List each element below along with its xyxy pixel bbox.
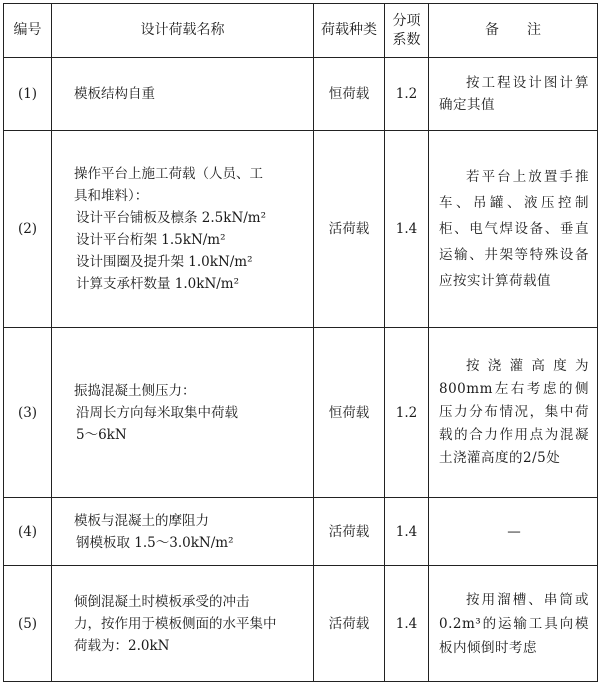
partial-coefficient: 1.2 [385,328,429,498]
load-name-line: 计算支承杆数量 1.0kN/m² [76,276,240,292]
load-name [52,131,314,328]
table-row [4,566,598,682]
row-number: (2) [4,131,52,328]
load-name [52,328,314,498]
header-number: 编号 [4,4,52,58]
load-name [52,566,314,682]
remark [429,131,598,328]
remark-text: — [507,523,521,540]
partial-coefficient: 1.2 [385,58,429,131]
load-name-line: 设计围圈及提升架 1.0kN/m² [76,254,253,270]
load-type: 恒荷载 [314,58,385,131]
load-type: 活荷载 [314,131,385,328]
header-load-name: 设计荷载名称 [52,4,314,58]
header-remarks: 备 注 [429,4,598,58]
remark [429,566,598,682]
load-name-line: 操作平台上施工荷载（人员、工 [74,166,263,182]
remark [429,58,598,131]
load-name-line: 钢模板取 1.5～3.0kN/m² [76,534,234,551]
row-number: (4) [4,498,52,566]
row-number: (1) [4,58,52,131]
table-row [4,131,598,328]
load-name-line: 具和堆料）： [74,188,149,204]
load-name-line: 模板结构自重 [74,86,155,102]
load-name-line: 力，按作用于模板侧面的水平集中 [74,615,277,632]
load-name-line: 倾倒混凝土时模板承受的冲击 [74,593,250,610]
table-row [4,58,598,131]
design-load-table [3,3,598,682]
load-name [52,498,314,566]
load-name-line: 荷载为：2.0kN [74,637,170,654]
remark-text: 若平台上放置手推车、吊罐、液压控制柜、电气焊设备、垂直运输、井架等特殊设备应按实计算荷载值 [439,169,589,289]
remark-text: 按浇灌高度为800mm左右考虑的侧压力分布情况，集中荷载的合力作用点为混凝土浇灌高度的2/5处 [439,358,589,466]
load-name [52,58,314,131]
header-partial-coefficient: 分项 系数 [385,4,429,58]
header-load-type: 荷载种类 [314,4,385,58]
row-number: (5) [4,566,52,682]
partial-coefficient: 1.4 [385,131,429,328]
load-name-line: 模板与混凝土的摩阻力 [74,512,209,529]
load-name-line: 振捣混凝土侧压力： [74,382,196,399]
load-name-line: 5～6kN [76,426,127,443]
table-header-row [4,4,598,58]
remark-text: 按工程设计图计算确定其值 [439,75,589,113]
load-type: 活荷载 [314,498,385,566]
load-name-line: 沿周长方向每米取集中荷载 [76,404,238,421]
table-row [4,328,598,498]
load-name-line: 设计平台铺板及檩条 2.5kN/m² [76,210,267,226]
remark [429,498,598,566]
table-row [4,498,598,566]
load-type: 恒荷载 [314,328,385,498]
row-number: (3) [4,328,52,498]
partial-coefficient: 1.4 [385,498,429,566]
load-name-line: 设计平台桁架 1.5kN/m² [76,232,226,248]
partial-coefficient: 1.4 [385,566,429,682]
remark-text: 按用溜槽、串筒或0.2m³的运输工具向模板内倾倒时考虑 [439,591,589,656]
load-type: 活荷载 [314,566,385,682]
remark [429,328,598,498]
